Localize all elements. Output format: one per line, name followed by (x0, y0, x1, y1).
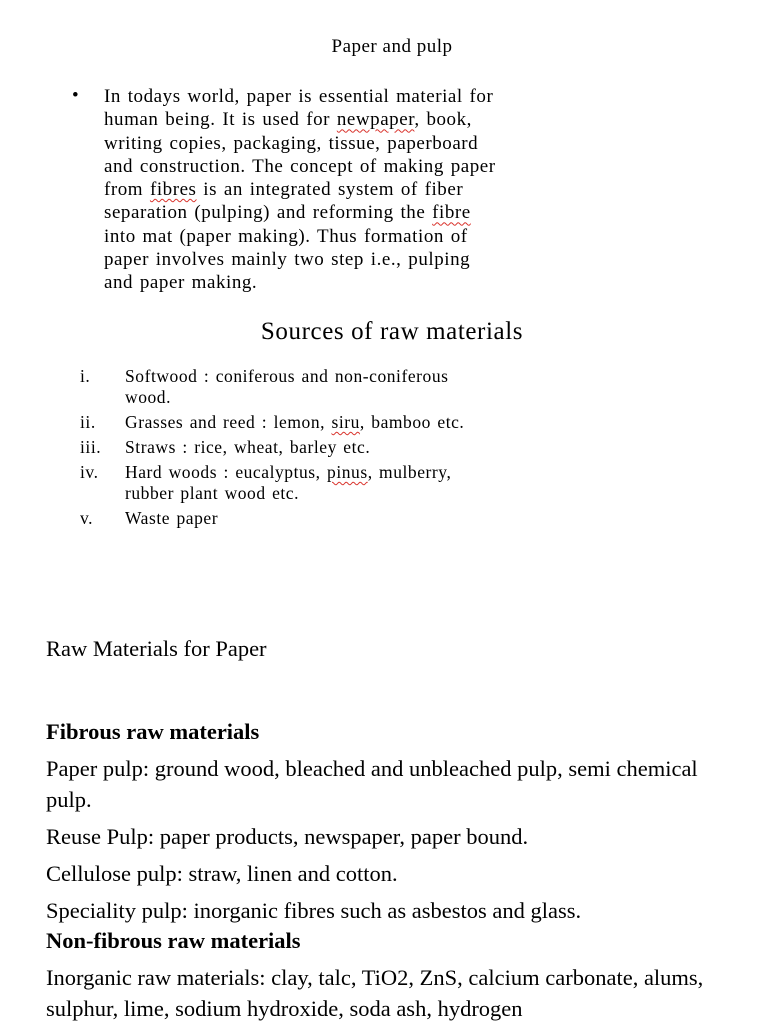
intro-line: writing copies, packaging, tissue, paperboard (104, 132, 479, 154)
paragraph: Cellulose pulp: straw, linen and cotton. (46, 861, 398, 886)
paragraph: Inorganic raw materials: clay, talc, TiO2, ZnS, calcium carbonate, alums, sulphur, lime, sodium hydroxide, soda ash, hydrogen (46, 965, 704, 1021)
sources-heading: Sources of raw materials (260, 318, 524, 345)
intro-line: In todays world, paper is essential material for (104, 86, 494, 107)
intro-paragraph (104, 85, 714, 295)
paragraph: Reuse Pulp: paper products, newspaper, paper bound. (46, 824, 529, 849)
list-item (80, 366, 449, 407)
list-item (80, 437, 370, 458)
list-item-text: Grasses and reed : lemon, siru, bamboo etc. (125, 412, 465, 432)
list-numeral: i. (80, 366, 91, 386)
intro-line: separation (pulping) and reforming the fibre (104, 202, 471, 224)
list-item-text: Waste paper (125, 508, 219, 528)
list-numeral: ii. (80, 412, 96, 432)
nonfibrous-section (46, 925, 746, 1030)
slide-title: Paper and pulp (331, 36, 453, 57)
list-item-text: wood. (125, 386, 172, 407)
list-item (80, 508, 218, 529)
section-title: Fibrous raw materials (46, 719, 260, 744)
list-item-text: Softwood : coniferous and non-coniferous (125, 366, 449, 386)
intro-line: paper involves mainly two step i.e., pulping (104, 249, 471, 271)
list-item (80, 412, 464, 433)
section-title: Non-fibrous raw materials (46, 928, 301, 953)
intro-line: from fibres is an integrated system of fiber (104, 179, 464, 201)
list-item-text: rubber plant wood etc. (125, 482, 300, 503)
spellcheck-word: fibres (149, 179, 197, 201)
fibrous-section (46, 716, 746, 932)
list-numeral: iii. (80, 437, 102, 457)
spellcheck-word: pinus (327, 462, 368, 482)
intro-line: human being. It is used for newpaper, book, (104, 109, 472, 131)
intro-line: and paper making. (104, 272, 258, 294)
list-numeral: v. (80, 508, 94, 528)
list-item-text: Hard woods : eucalyptus, pinus, mulberry, (125, 462, 452, 482)
list-item-text: Straws : rice, wheat, barley etc. (125, 437, 371, 457)
spellcheck-word: newpaper (336, 109, 415, 131)
spellcheck-word: fibre (432, 202, 471, 224)
list-numeral: iv. (80, 462, 99, 482)
paragraph: Speciality pulp: inorganic fibres such as asbestos and glass. (46, 898, 582, 923)
spellcheck-word: siru (331, 412, 360, 432)
bullet-marker: • (72, 85, 79, 106)
section-heading: Raw Materials for Paper (46, 636, 267, 661)
intro-line: and construction. The concept of making paper (104, 155, 496, 177)
list-item (80, 462, 451, 503)
intro-line: into mat (paper making). Thus formation of (104, 225, 468, 247)
paragraph: Paper pulp: ground wood, bleached and unbleached pulp, semi chemical pulp. (46, 756, 698, 812)
